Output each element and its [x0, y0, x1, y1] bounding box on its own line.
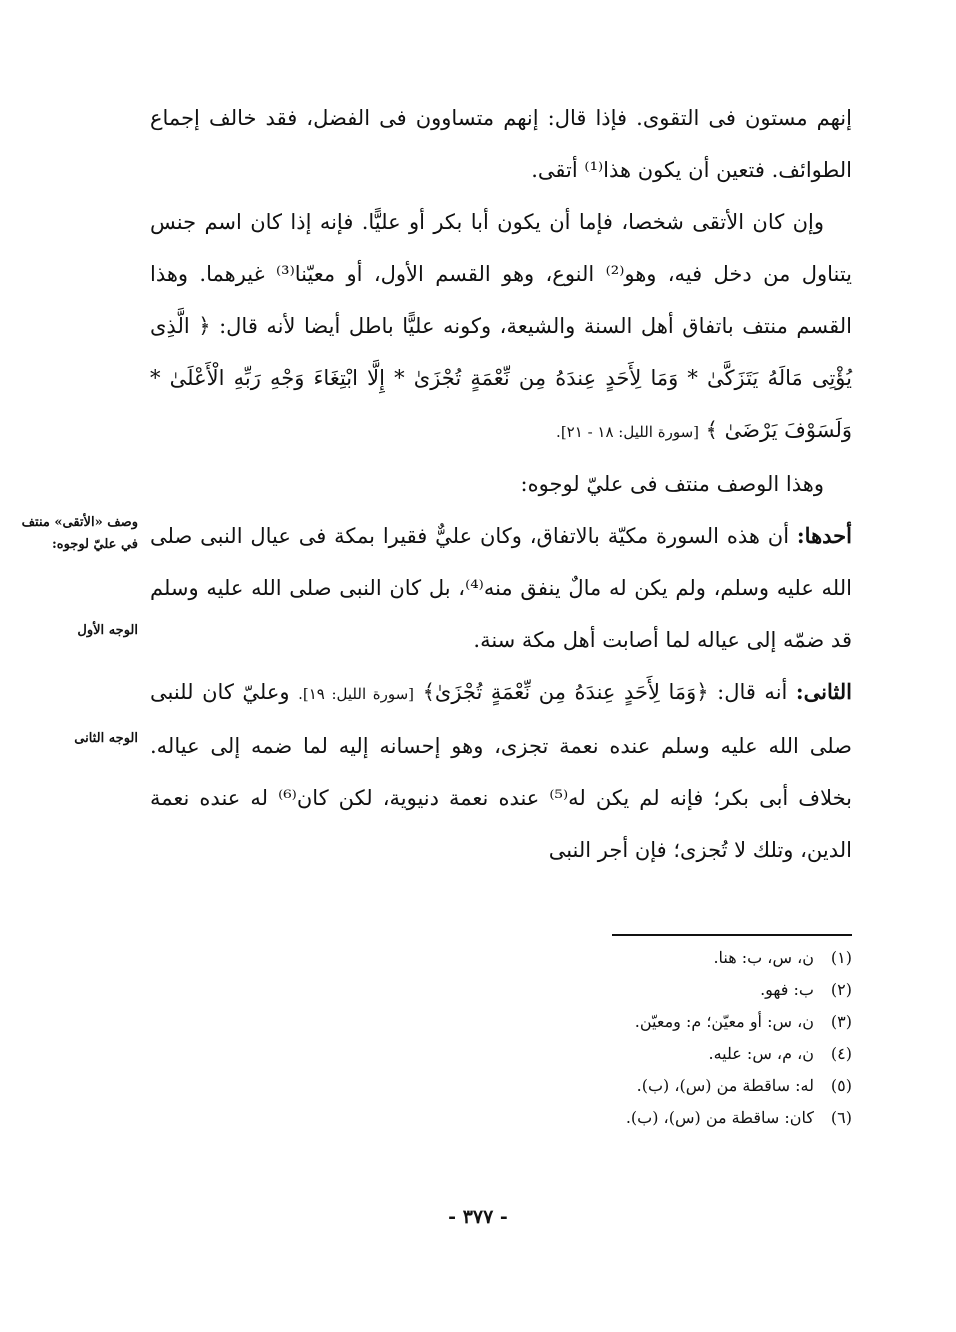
footnote-separator — [612, 934, 852, 936]
paragraph-1: إنهم مستون فى التقوى. فإذا قال: إنهم متساوون فى الفضل، فقد خالف إجماع الطوائف. فتعين أن يكون هذا⁽¹⁾ أتقى. — [150, 106, 852, 182]
footnote-item: (٤)ن، م، س: عليه. — [708, 1044, 852, 1063]
paragraph-4 — [150, 510, 852, 666]
paragraph-4-text: أن هذه السورة مكيّة بالاتفاق، وكان عليٌّ فقيرا بمكة فى عيال النبى صلى الله عليه وسلم، ولم يكن له مالٌ ينفق منه⁽⁴⁾، بل كان النبى صلى الله عليه وسلم قد ضمّه إلى عياله لما أصابت أهل مكة سنة. — [150, 524, 852, 652]
margin-note-second-aspect: الوجه الثانى — [74, 731, 138, 746]
main-text — [150, 92, 852, 876]
paragraph-2-text: وإن كان الأتقى شخصا، فإما أن يكون أبا بكر أو عليًّا. فإنه إذا كان اسم جنس يتناول من دخل فيه، وهو⁽²⁾ النوع، وهو القسم الأول، أو معيّنا⁽³⁾ غيرهما. وهذا القسم منتف باتفاق أهل السنة والشيعة، وكونه عليًّا باطل أيضا لأنه قال: ﴿ الَّذِى يُؤْتِى مَالَهُ يَتَزَكَّىٰ * وَمَا لِأَحَدٍ عِندَهُ مِن نِّعْمَةٍ تُجْزَىٰ * إِلَّا ابْتِغَاءَ وَجْهِ رَبِّهِ الْأَعْلَىٰ * وَلَسَوْفَ يَرْضَىٰ ﴾ — [150, 210, 853, 442]
paragraph-3: وهذا الوصف منتف فى عليّ لوجوه: — [520, 472, 824, 496]
paragraph-5-text-a: أنه قال: ﴿وَمَا لِأَحَدٍ عِندَهُ مِن نِّعْمَةٍ تُجْزَىٰ﴾ — [422, 680, 788, 704]
footnote-item: (١)ن، س، ب: هنا. — [713, 948, 852, 967]
page-number: - ٣٧٧ - — [448, 1206, 508, 1228]
footnote-item: (٢)ب: فهو. — [760, 980, 852, 999]
paragraph-2 — [150, 196, 852, 458]
margin-note-first-aspect: الوجه الأول — [77, 623, 138, 638]
quran-citation-2: [سورة الليل: ١٩]. — [298, 685, 415, 703]
paragraph-5-text-b: وعليّ كان للنبى صلى الله عليه وسلم عنده نعمة تجزى، وهو إحسانه إليه لما ضمه إلى عياله. بخلاف أبى بكر؛ فإنه لم يكن له⁽⁵⁾ عنده نعمة دنيوية، لكن كان⁽⁶⁾ له عنده نعمة الدين، وتلك لا تُجزى؛ فإن أجر النبى — [150, 680, 853, 862]
quran-citation-1: [سورة الليل: ١٨ - ٢١]. — [556, 423, 699, 441]
margin-note-description: وصف «الأتقى» منتف في عليّ لوجوه: — [21, 515, 138, 552]
point-label-first: أحدها: — [796, 523, 852, 548]
footnote-item: (٣)ن، س: أو معيّن؛ م: ومعيّن. — [634, 1012, 852, 1031]
footnotes — [400, 942, 852, 1134]
footnote-item: (٥)له: ساقطة من (س)، (ب). — [636, 1076, 852, 1095]
footnote-item: (٦)كان: ساقطة من (س)، (ب). — [625, 1108, 852, 1127]
paragraph-5 — [150, 666, 852, 876]
point-label-second: الثانى: — [795, 679, 852, 704]
